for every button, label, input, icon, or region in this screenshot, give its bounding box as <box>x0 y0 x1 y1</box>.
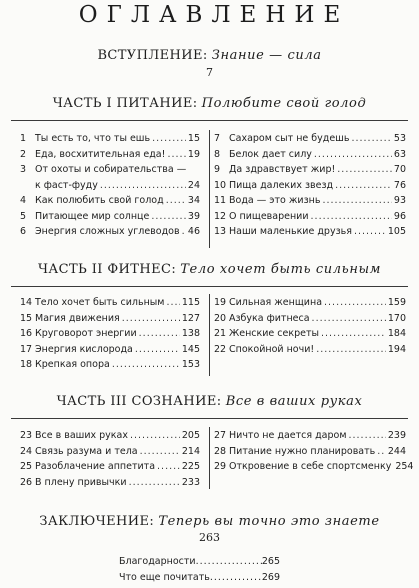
chapter-page: 233 <box>181 476 200 488</box>
chapter-row[interactable] <box>20 164 200 178</box>
chapter-title: Разоблачение аппетита <box>35 461 156 472</box>
appendix-page: 265 <box>261 556 280 567</box>
chapter-page: 214 <box>181 445 200 457</box>
part-2-subtitle: Тело хочет быть сильным <box>180 262 382 277</box>
chapter-title: Азбука фитнеса <box>229 312 310 324</box>
conclusion-heading <box>0 514 419 530</box>
dot-leader <box>157 461 180 473</box>
dot-leader <box>182 226 186 238</box>
chapter-page: 184 <box>387 328 406 339</box>
dot-leader <box>335 180 392 192</box>
chapter-number: 8 <box>214 148 221 160</box>
chapter-number: 10 <box>214 179 227 191</box>
chapter-page: 115 <box>181 297 200 308</box>
part-2-label: ЧАСТЬ II ФИТНЕС: <box>37 262 177 277</box>
chapter-number: 11 <box>214 195 227 206</box>
chapter-title: Питающее мир солнце <box>35 210 150 222</box>
chapter-row[interactable] <box>20 477 200 491</box>
part-1-left-column <box>20 133 200 243</box>
chapter-number: 5 <box>20 210 27 222</box>
dot-leader <box>354 226 386 238</box>
dot-leader <box>112 359 180 371</box>
dot-leader <box>196 556 262 568</box>
chapter-page: 70 <box>393 164 406 175</box>
part-2-rule <box>11 286 408 287</box>
chapter-number: 27 <box>214 430 227 441</box>
part-1-divider <box>209 130 210 248</box>
chapter-number: 25 <box>20 461 33 472</box>
chapter-title: Спокойной ночи! <box>229 343 315 355</box>
chapter-page: 15 <box>187 133 200 144</box>
chapter-row[interactable] <box>214 430 406 444</box>
chapter-number: 18 <box>20 359 33 370</box>
part-1-label: ЧАСТЬ I ПИТАНИЕ: <box>52 96 198 111</box>
chapter-number: 6 <box>20 226 27 237</box>
page-title: ОГЛАВЛЕНИЕ <box>78 2 350 28</box>
chapter-row[interactable] <box>20 461 200 475</box>
intro-label: ВСТУПЛЕНИЕ: <box>97 48 208 63</box>
chapter-number: 26 <box>20 476 33 488</box>
part-1-subtitle: Полюбите свой голод <box>201 96 367 111</box>
dot-leader <box>337 164 392 176</box>
chapter-number: 29 <box>214 461 227 472</box>
chapter-row[interactable] <box>214 344 406 358</box>
chapter-row[interactable] <box>20 297 200 311</box>
chapter-title: Белок дает силу <box>229 148 312 160</box>
dot-leader <box>135 344 180 356</box>
part-3-divider <box>209 427 210 489</box>
chapter-row[interactable] <box>214 461 414 475</box>
chapter-page: 63 <box>393 148 406 160</box>
appendix-row-further-reading[interactable] <box>119 572 280 584</box>
appendix-row-acknowledgments[interactable] <box>119 556 280 568</box>
part-2-left-column <box>20 297 200 377</box>
dot-leader <box>349 430 386 442</box>
chapter-number: 2 <box>20 148 27 160</box>
chapter-page: 159 <box>387 297 406 308</box>
chapter-row[interactable] <box>20 328 200 342</box>
part-3-rule <box>11 418 408 419</box>
conclusion-label: ЗАКЛЮЧЕНИЕ: <box>39 514 155 529</box>
chapter-number: 7 <box>214 133 221 144</box>
chapter-number: 9 <box>214 164 221 175</box>
chapter-row[interactable] <box>20 430 200 444</box>
intro-page[interactable]: 7 <box>206 66 213 79</box>
chapter-page: 225 <box>181 461 200 472</box>
chapter-number: 24 <box>20 445 33 457</box>
chapter-number: 12 <box>214 210 227 222</box>
dot-leader <box>166 297 179 309</box>
chapter-page: 34 <box>187 195 200 206</box>
chapter-title: Магия движения <box>35 312 120 324</box>
intro-heading <box>0 48 419 64</box>
chapter-page: 96 <box>393 210 406 222</box>
chapter-page: 138 <box>181 328 200 339</box>
chapter-row[interactable] <box>214 446 406 460</box>
dot-leader <box>321 328 386 340</box>
part-3-right-column <box>214 430 414 496</box>
chapter-row[interactable] <box>20 180 200 194</box>
chapter-row[interactable] <box>20 149 200 163</box>
chapter-number: 4 <box>20 195 27 206</box>
conclusion-subtitle: Теперь вы точно это знаете <box>158 514 380 529</box>
chapter-number: 20 <box>214 312 227 324</box>
dot-leader <box>210 572 262 584</box>
dot-leader <box>167 149 185 161</box>
dot-leader <box>152 133 186 145</box>
chapter-row[interactable] <box>214 195 406 209</box>
chapter-number: 19 <box>214 297 227 308</box>
chapter-title: Пища далеких звезд <box>229 179 334 191</box>
chapter-row[interactable] <box>20 359 200 373</box>
chapter-page: 53 <box>393 133 406 144</box>
part-2-right-column <box>214 297 406 377</box>
chapter-row[interactable] <box>214 133 406 147</box>
chapter-page: 46 <box>187 226 200 237</box>
chapter-row[interactable] <box>214 164 406 178</box>
dot-leader <box>314 149 392 161</box>
part-2-divider <box>209 294 210 376</box>
part-3-label: ЧАСТЬ III СОЗНАНИЕ: <box>56 394 222 409</box>
chapter-page: 127 <box>181 312 200 324</box>
chapter-page: 145 <box>181 343 200 355</box>
dot-leader <box>322 195 391 207</box>
part-2-heading <box>0 262 419 278</box>
chapter-title: Крепкая опора <box>35 359 110 370</box>
chapter-title: В плену привычки <box>35 476 127 488</box>
part-1-rule <box>11 120 408 121</box>
dot-leader <box>377 446 386 458</box>
chapter-row[interactable] <box>20 344 200 358</box>
chapter-title: Сахаром сыт не будешь <box>229 133 350 144</box>
chapter-row[interactable] <box>214 226 406 240</box>
dot-leader <box>312 313 386 325</box>
chapter-title: Связь разума и тела <box>35 445 138 457</box>
chapter-title: Как полюбить свой голод <box>35 195 164 206</box>
chapter-title: Круговорот энергии <box>35 328 137 339</box>
chapter-number: 28 <box>214 445 227 457</box>
chapter-number: 17 <box>20 343 33 355</box>
chapter-title: Наши маленькие друзья <box>229 226 352 237</box>
chapter-page: 244 <box>387 445 406 457</box>
appendix-title: Благодарности <box>119 556 196 567</box>
chapter-row[interactable] <box>20 226 200 240</box>
part-1-right-column <box>214 133 406 243</box>
chapter-title: Ты есть то, что ты ешь <box>35 133 151 144</box>
chapter-row[interactable] <box>20 211 200 225</box>
chapter-title: Да здравствует жир! <box>229 164 336 175</box>
dot-leader <box>129 477 180 489</box>
chapter-title: О пищеварении <box>229 210 309 222</box>
dot-leader <box>140 446 180 458</box>
dot-leader <box>166 195 186 207</box>
chapter-row[interactable] <box>214 297 406 311</box>
dot-leader <box>130 430 180 442</box>
part-1-heading <box>0 96 419 112</box>
part-3-left-column <box>20 430 200 496</box>
chapter-row[interactable] <box>20 195 200 209</box>
dot-leader <box>351 133 391 145</box>
chapter-number: 14 <box>20 297 33 308</box>
chapter-title: Откровение в себе спортсменку <box>229 461 392 472</box>
chapter-row[interactable] <box>214 211 406 225</box>
chapter-title: Сильная женщина <box>229 297 323 308</box>
chapter-page: 105 <box>387 226 406 237</box>
chapter-number: 22 <box>214 343 227 355</box>
dot-leader <box>139 328 180 340</box>
chapter-number: 13 <box>214 226 227 237</box>
chapter-number: 1 <box>20 133 27 144</box>
chapter-title: Энергия сложных углеводов <box>35 226 180 237</box>
chapter-title: Вода — это жизнь <box>229 195 321 206</box>
chapter-number: 23 <box>20 430 33 441</box>
appendix-title: Что еще почитать <box>119 572 210 583</box>
chapter-number: 21 <box>214 328 227 339</box>
chapter-row[interactable] <box>20 313 200 327</box>
part-3-subtitle: Все в ваших руках <box>225 394 363 409</box>
chapter-title: Питание нужно планировать <box>229 445 376 457</box>
dot-leader <box>316 344 386 356</box>
chapter-title: Ничто не дается даром <box>229 430 347 441</box>
chapter-title: к фаст-фуду <box>35 179 98 191</box>
chapter-page: 239 <box>387 430 406 441</box>
chapter-title: Энергия кислорода <box>35 343 133 355</box>
part-3-heading <box>0 394 419 410</box>
intro-subtitle: Знание — сила <box>211 48 322 63</box>
chapter-row[interactable] <box>214 149 406 163</box>
chapter-page: 39 <box>187 210 200 222</box>
chapter-number: 3 <box>20 164 27 175</box>
chapter-page: 194 <box>387 343 406 355</box>
chapter-title: От охоты и собирательства — <box>35 164 187 175</box>
chapter-title: Еда, восхитительная еда! <box>35 148 166 160</box>
chapter-row[interactable] <box>214 328 406 342</box>
chapter-title: Женские секреты <box>229 328 320 339</box>
chapter-page: 24 <box>187 179 200 191</box>
chapter-row[interactable] <box>20 133 200 147</box>
chapter-page: 93 <box>393 195 406 206</box>
chapter-page: 170 <box>387 312 406 324</box>
chapter-page: 76 <box>393 179 406 191</box>
dot-leader <box>151 211 186 223</box>
dot-leader <box>311 211 392 223</box>
dot-leader <box>324 297 386 309</box>
chapter-page: 205 <box>181 430 200 441</box>
chapter-page: 153 <box>181 359 200 370</box>
chapter-row[interactable] <box>214 313 406 327</box>
chapter-number: 16 <box>20 328 33 339</box>
conclusion-page[interactable]: 263 <box>199 531 220 544</box>
chapter-page: 19 <box>187 148 200 160</box>
chapter-row[interactable] <box>214 180 406 194</box>
dot-leader <box>100 180 186 192</box>
chapter-row[interactable] <box>20 446 200 460</box>
chapter-number: 15 <box>20 312 33 324</box>
chapter-page: 254 <box>395 461 414 472</box>
chapter-title: Все в ваших руках <box>35 430 128 441</box>
appendix-page: 269 <box>261 572 280 583</box>
chapter-title: Тело хочет быть сильным <box>35 297 165 308</box>
dot-leader <box>122 313 180 325</box>
